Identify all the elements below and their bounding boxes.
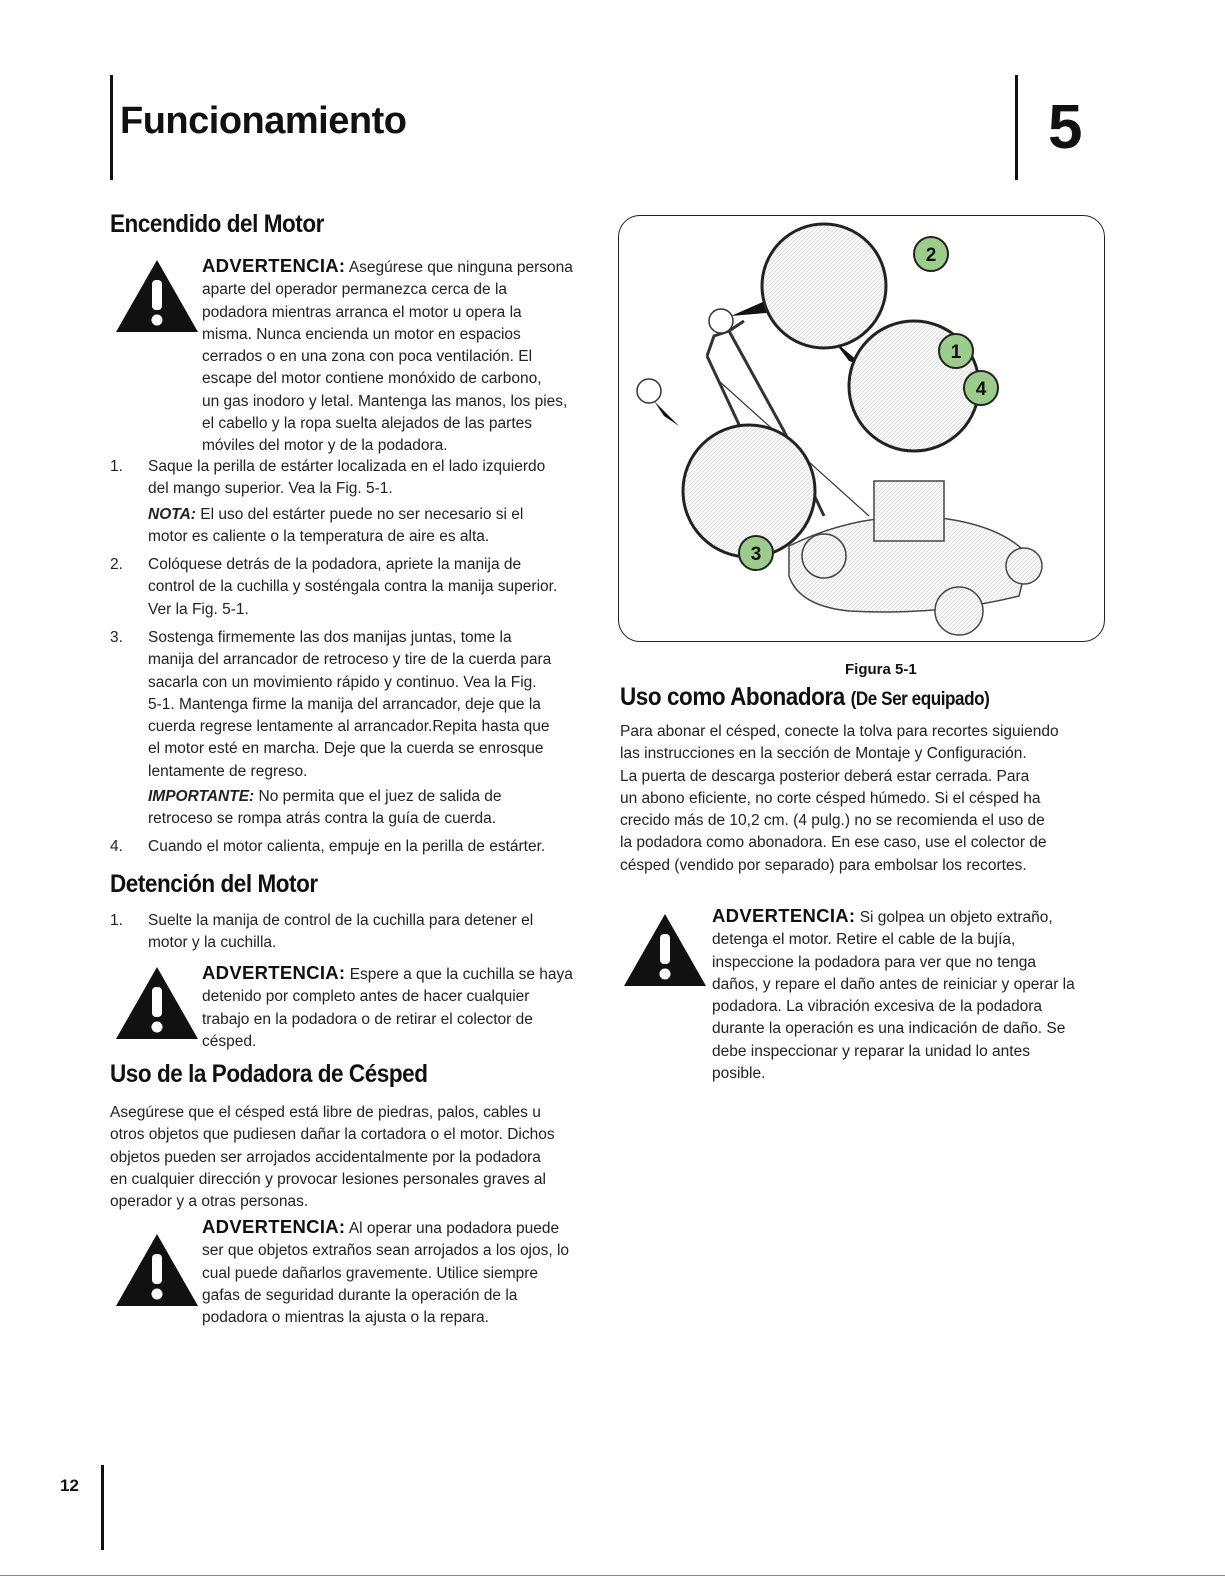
warning-label: ADVERTENCIA: xyxy=(202,255,346,276)
warning-label: ADVERTENCIA: xyxy=(712,905,856,926)
warning-triangle-icon xyxy=(114,1232,200,1308)
footer-rule xyxy=(101,1465,104,1550)
header-rule-left xyxy=(110,75,113,180)
figure-5-1 xyxy=(618,215,1105,642)
warning-triangle-icon xyxy=(622,912,708,988)
page-title: Funcionamiento xyxy=(120,100,407,142)
warning-label: ADVERTENCIA: xyxy=(202,962,346,983)
chapter-number: 5 xyxy=(1048,93,1083,162)
section-heading-stop-engine: Detención del Motor xyxy=(110,870,318,898)
warning-triangle-icon xyxy=(114,258,200,334)
use-mower-body: Asegúrese que el césped está libre de piedras, palos, cables u otros objetos que pudiesen dañar la cortadora o el motor. Dichos objetos pueden ser arrojados accidentalmente por la podadora en cualquier dirección y provocar lesiones personales graves al operador y a otras personas. xyxy=(110,1104,555,1211)
callout-badge xyxy=(939,334,973,368)
svg-text:3: 3 xyxy=(750,544,762,565)
callout-badge xyxy=(739,536,773,570)
mulcher-body: Para abonar el césped, conecte la tolva para recortes siguiendo las instrucciones en la sección de Montaje y Configuración. La puerta de descarga posterior deberá estar cerrada. Para un abono eficiente, no corte césped húmedo. Si el césped ha crecido más de 10,2 cm. (4 pulg.) no se recomienda el uso de la podadora como abonadora. En ese caso, use el colector de césped (vendido por separado) para embolsar los recortes. xyxy=(620,723,1059,874)
page-bottom-rule xyxy=(0,1575,1225,1576)
warning-triangle-icon xyxy=(114,965,200,1041)
svg-text:4: 4 xyxy=(975,379,987,400)
warning-stop-engine: ADVERTENCIA: Espere a que la cuchilla se haya detenido por completo antes de hacer cualquier trabajo en la podadora o de retirar el colector de césped. xyxy=(202,962,573,1050)
mower-illustration xyxy=(619,216,1104,641)
section-heading-use-mower: Uso de la Podadora de Césped xyxy=(110,1060,428,1088)
section-heading-start-engine: Encendido del Motor xyxy=(110,210,324,238)
figure-caption: Figura 5-1 xyxy=(845,661,917,678)
important-text: IMPORTANTE: No permita que el juez de salida de retroceso se rompa atrás contra la guía de cuerda. xyxy=(148,788,502,828)
section-heading-mulcher: Uso como Abonadora (De Ser equipado) xyxy=(620,683,990,711)
svg-text:1: 1 xyxy=(950,342,962,363)
warning-label: ADVERTENCIA: xyxy=(202,1216,346,1237)
page-number: 12 xyxy=(60,1476,79,1495)
callout-badge xyxy=(964,371,998,405)
callout-badge xyxy=(914,237,948,271)
header-rule-right xyxy=(1015,75,1018,180)
warning-mulcher: ADVERTENCIA: Si golpea un objeto extraño, detenga el motor. Retire el cable de la bujía, inspeccione la podadora para ver que no tenga daños, y repare el daño antes de reiniciar y operar la podadora. La vibración excesiva de la podadora durante la operación es una indicación de daño. Se debe inspeccionar y reparar la unidad lo antes posible. xyxy=(712,905,1075,1083)
svg-text:2: 2 xyxy=(925,245,937,266)
warning-start-engine: ADVERTENCIA: Asegúrese que ninguna persona aparte del operador permanezca cerca de la podadora mientras arranca el motor u opera la misma. Nunca encienda un motor en espacios cerrados o en una zona con poca ventilación. El escape del motor contiene monóxido de carbono, un gas inodoro y letal. Mantenga las manos, los pies, el cabello y la ropa suelta alejados de las partes móviles del motor y de la podadora. xyxy=(202,255,573,455)
warning-use-mower: ADVERTENCIA: Al operar una podadora puede ser que objetos extraños sean arrojados a los ojos, lo cual puede dañarlos gravemente. Utilice siempre gafas de seguridad durante la operación de la podadora o mientras la ajusta o la repara. xyxy=(202,1216,570,1327)
note-text: NOTA: El uso del estárter puede no ser necesario si el motor es caliente o la temperatura de aire es alta. xyxy=(148,506,524,546)
